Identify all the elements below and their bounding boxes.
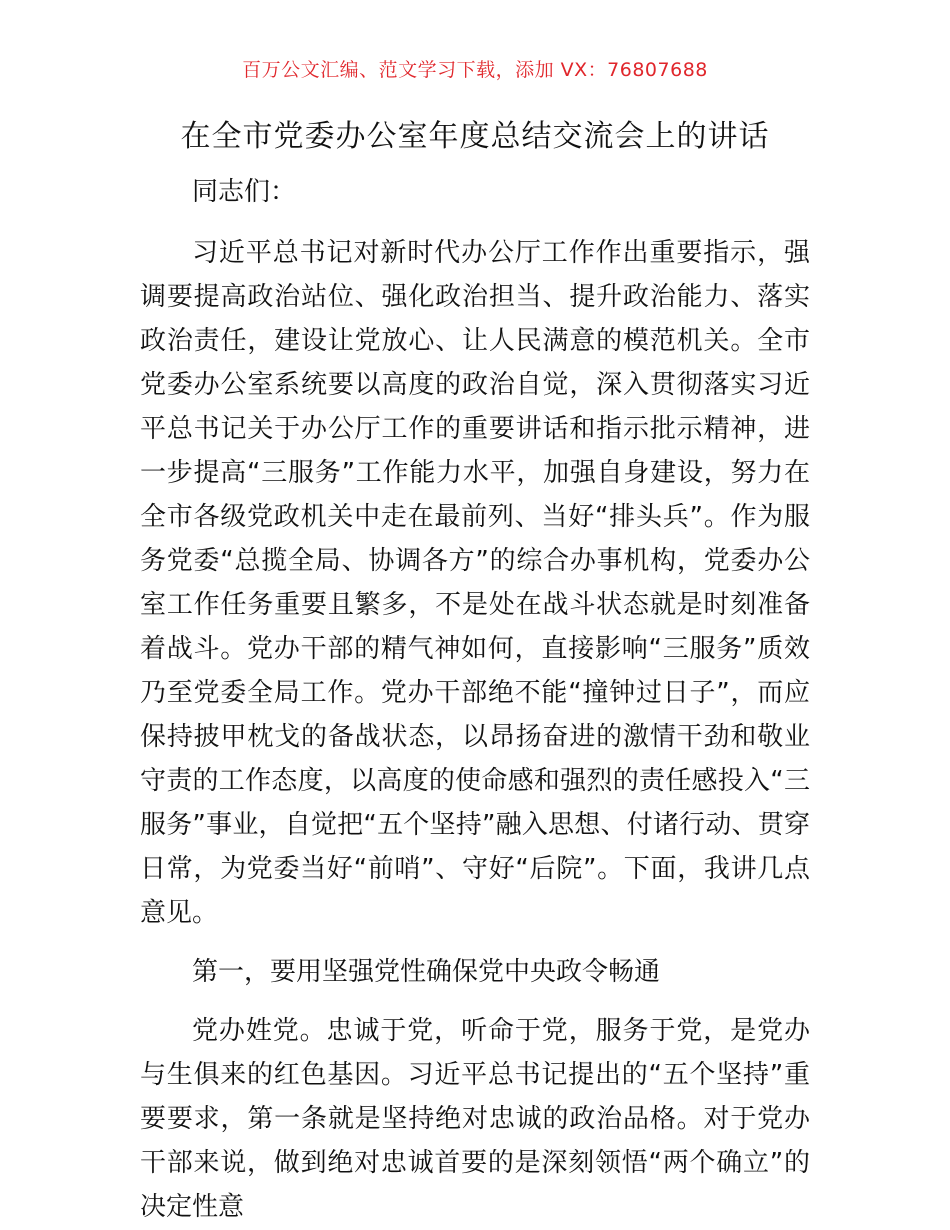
watermark-banner: 百万公文汇编、范文学习下载，添加 VX：76807688 [242, 59, 708, 81]
salutation: 同志们： [192, 177, 297, 207]
paragraph-intro: 习近平总书记对新时代办公厅工作作出重要指示，强调要提高政治站位、强化政治担当、提升政治能力、落实政治责任，建设让党放心、让人民满意的模范机关。全市党委办公室系统要以高度的政治自觉，深入贯彻落实习近平总书记关于办公厅工作的重要讲话和指示批示精神，进一步提高“三服务”工作能力水平，加强自身建设，努力在全市各级党政机关中走在最前列、当好“排头兵”。作为服务党委“总揽全局、协调各方”的综合办事机构，党委办公室工作任务重要且繁多，不是处在战斗状态就是时刻准备着战斗。党办干部的精气神如何，直接影响“三服务”质效乃至党委全局工作。党办干部绝不能“撞钟过日子”，而应保持披甲枕戈的备战状态，以昂扬奋进的激情干劲和敬业守责的工作态度，以高度的使命感和强烈的责任感投入“三服务”事业，自觉把“五个坚持”融入思想、付诸行动、贯穿日常，为党委当好“前哨”、守好“后院”。下面，我讲几点意见。 [140, 238, 810, 928]
document-title: 在全市党委办公室年度总结交流会上的讲话 [180, 119, 770, 154]
section-heading-1: 第一，要用坚强党性确保党中央政令畅通 [192, 957, 661, 987]
paragraph-section-1: 党办姓党。忠诚于党，听命于党，服务于党，是党办与生俱来的红色基因。习近平总书记提出的“五个坚持”重要要求，第一条就是坚持绝对忠诚的政治品格。对于党办干部来说，做到绝对忠诚首要的是深刻领悟“两个确立”的决定性意 [140, 1016, 810, 1222]
document-body [140, 170, 810, 1229]
